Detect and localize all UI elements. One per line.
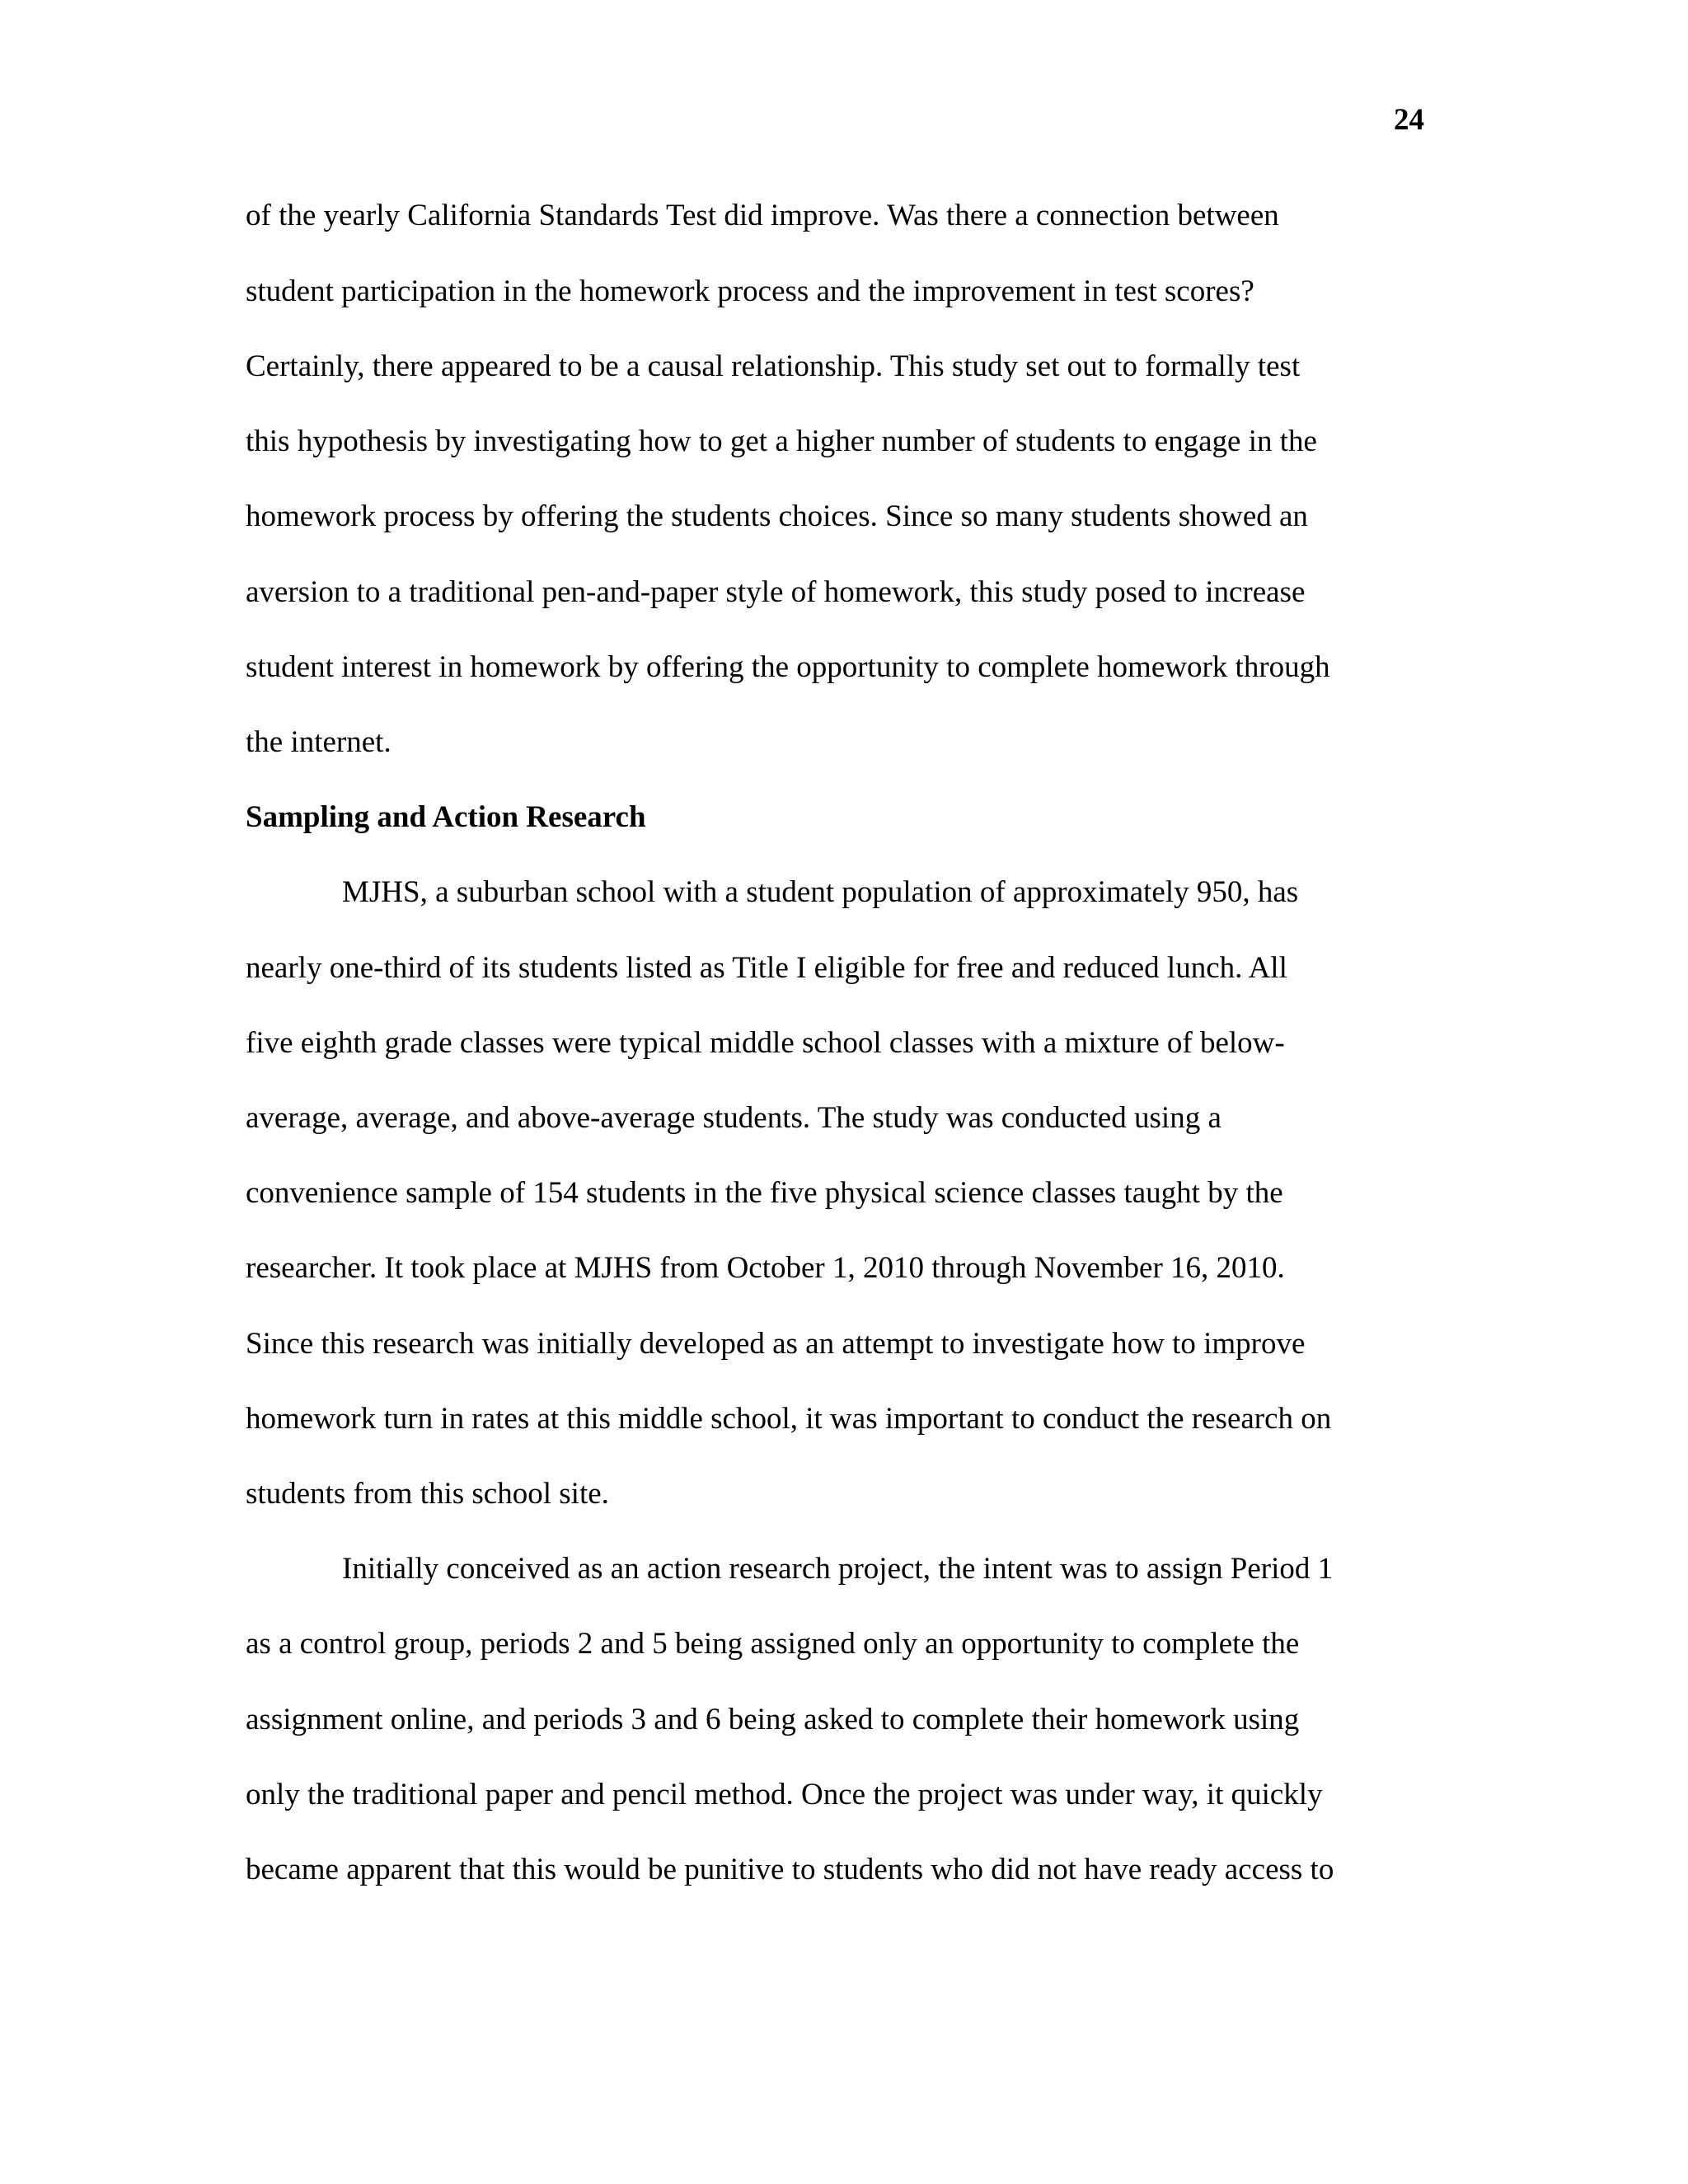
text-line: student interest in homework by offering the opportunity to complete homework through	[246, 650, 1330, 684]
text-line: nearly one-third of its students listed as Title I eligible for free and reduced lunch. All	[246, 951, 1287, 985]
text-line: five eighth grade classes were typical middle school classes with a mixture of below-	[246, 1026, 1285, 1060]
text-line: MJHS, a suburban school with a student population of approximately 950, has	[342, 875, 1299, 909]
text-line: only the traditional paper and pencil method. Once the project was under way, it quickly	[246, 1778, 1323, 1811]
text-line: Since this research was initially developed as an attempt to investigate how to improve	[246, 1327, 1306, 1361]
text-line: as a control group, periods 2 and 5 being assigned only an opportunity to complete the	[246, 1627, 1300, 1661]
text-line: of the yearly California Standards Test did improve. Was there a connection between	[246, 199, 1279, 232]
text-line: the internet.	[246, 725, 392, 759]
text-line: students from this school site.	[246, 1477, 609, 1511]
text-line: convenience sample of 154 students in the five physical science classes taught by the	[246, 1176, 1283, 1210]
text-line: researcher. It took place at MJHS from October 1, 2010 through November 16, 2010.	[246, 1251, 1285, 1285]
text-line: became apparent that this would be punitive to students who did not have ready access to	[246, 1853, 1334, 1886]
text-line: Initially conceived as an action research project, the intent was to assign Period 1	[342, 1552, 1334, 1586]
text-line: Certainly, there appeared to be a causal relationship. This study set out to formally test	[246, 349, 1301, 383]
text-line: this hypothesis by investigating how to get a higher number of students to engage in the	[246, 424, 1317, 458]
text-line: assignment online, and periods 3 and 6 being asked to complete their homework using	[246, 1703, 1300, 1736]
text-line: homework process by offering the students choices. Since so many students showed an	[246, 499, 1308, 533]
text-line: homework turn in rates at this middle school, it was important to conduct the research on	[246, 1402, 1332, 1436]
text-line: average, average, and above-average students. The study was conducted using a	[246, 1101, 1221, 1135]
section-heading: Sampling and Action Research	[246, 800, 646, 834]
page-number: 24	[1394, 103, 1424, 137]
text-line: student participation in the homework process and the improvement in test scores?	[246, 274, 1254, 308]
text-line: aversion to a traditional pen-and-paper style of homework, this study posed to increase	[246, 575, 1306, 609]
